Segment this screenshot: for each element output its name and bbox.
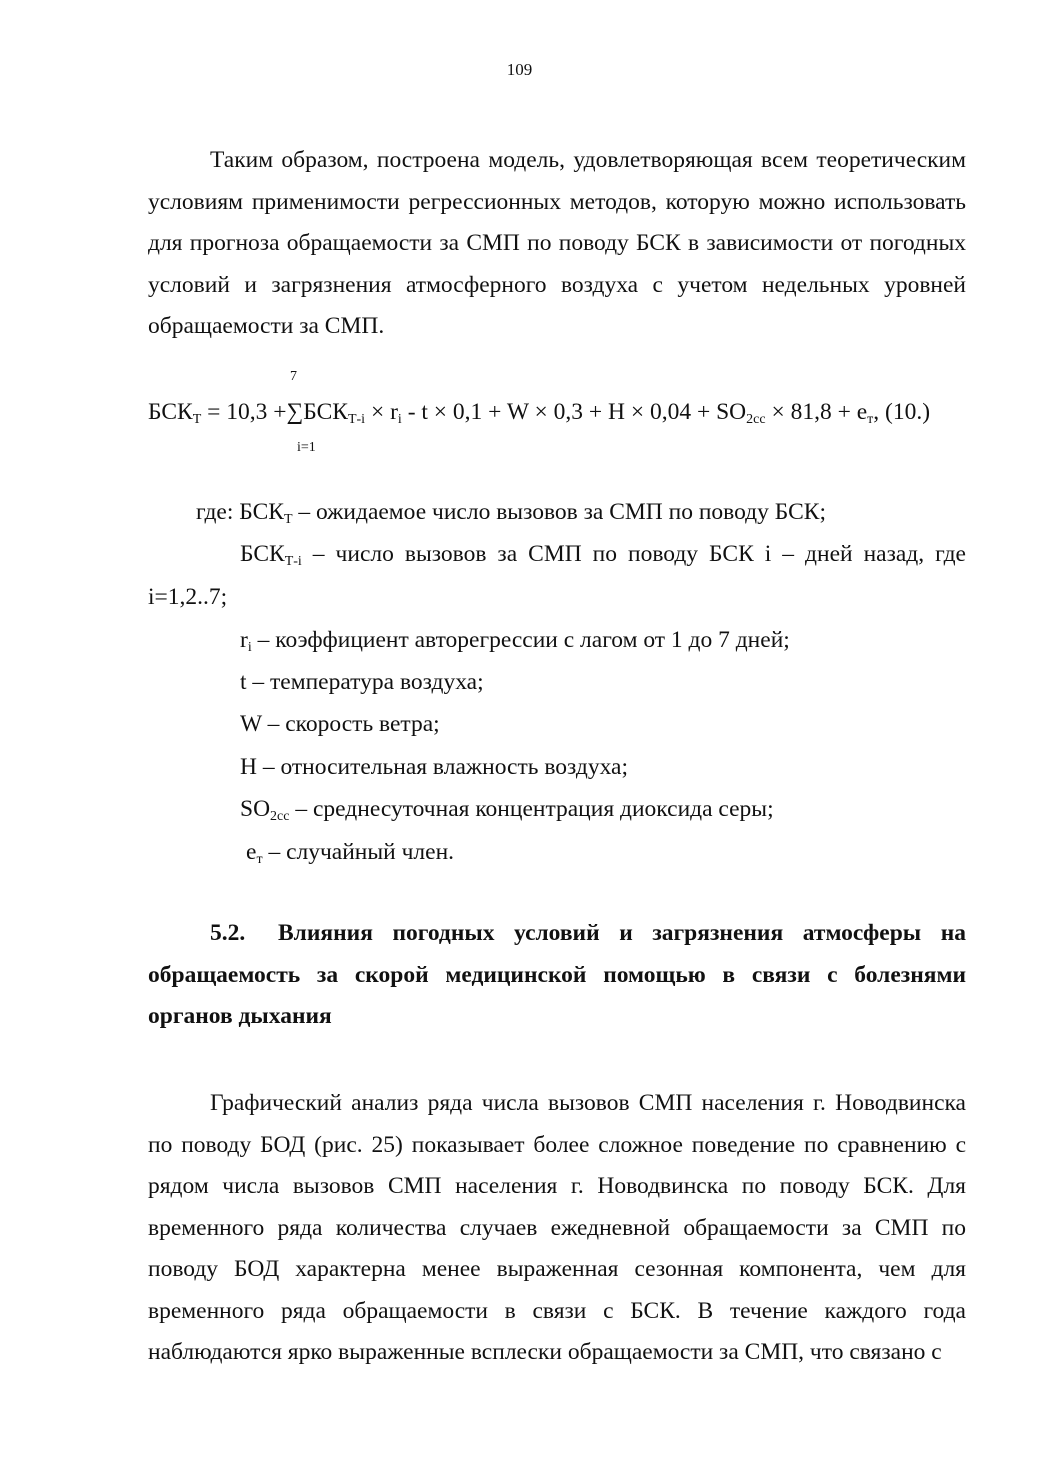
regression-formula: [148, 395, 930, 429]
r-term: r: [240, 627, 248, 653]
formula-constant: = 10,3 +: [201, 399, 287, 425]
so2-term: SO: [240, 796, 271, 822]
formula-r-sub: i: [397, 412, 402, 427]
section-title: Влияния погодных условий и загрязнения атмосферы на обращаемость за скорой медицинской помощью в связи с болезнями органов дыхания: [148, 920, 966, 1029]
formula-rest2: × 81,8 + e: [765, 399, 868, 425]
sum-upper-limit: 7: [290, 369, 297, 384]
where-prefix: где: БСК: [196, 499, 284, 525]
definition-r: [240, 623, 790, 657]
section-heading: [148, 913, 966, 1038]
formula-rest: - t × 0,1 + W × 0,3 + H × 0,04 + SO: [401, 399, 747, 425]
where-text: – ожидаемое число вызовов за СМП по поводу БСК;: [292, 499, 826, 525]
definition-so2: [240, 792, 774, 826]
formula-lag-term: БСК: [303, 399, 348, 425]
so2-text: – среднесуточная концентрация диоксида серы;: [289, 796, 774, 822]
e-sub: т: [256, 852, 263, 867]
formula-lag-sub: Т-i: [347, 412, 366, 427]
definition-e: [246, 835, 454, 869]
formula-lhs-sub: Т: [192, 412, 202, 427]
formula-e-sub: т: [867, 412, 874, 427]
lag-sub: Т-i: [284, 554, 302, 569]
body-paragraph: Графический анализ ряда числа вызовов СМП населения г. Новодвинска по поводу БОД (рис. 25) показывает более сложное поведение по сравнению с рядом числа вызовов СМП населения г. Новодвинска по поводу БСК. Для временного ряда количества случаев ежедневной обращаемости за СМП по поводу БОД характерна менее выраженная сезонная компонента, чем для временного ряда обращаемости в связи с БСК. В течение каждого года наблюдаются ярко выраженные всплески обращаемости за СМП, что связано с: [148, 1090, 966, 1365]
definition-t: t – температура воздуха;: [240, 669, 484, 695]
sum-lower-limit: i=1: [297, 440, 316, 455]
sum-sign: ∑: [286, 399, 304, 425]
formula-times-r: × r: [365, 399, 398, 425]
r-sub: i: [247, 640, 252, 655]
formula-label: , (10.): [873, 399, 931, 425]
e-term: e: [246, 839, 257, 865]
so2-sub: 2сс: [270, 809, 290, 824]
formula-so2-sub: 2сс: [746, 412, 766, 427]
definition-w: W – скорость ветра;: [240, 711, 440, 737]
section-number: 5.2.: [210, 920, 246, 946]
lag-text: – число вызовов за СМП по поводу БСК i – дней назад, где: [301, 541, 966, 567]
definition-where: [196, 495, 826, 529]
formula-lhs: БСК: [148, 399, 193, 425]
intro-paragraph: Таким образом, построена модель, удовлетворяющая всем теоретическим условиям применимости регрессионных методов, которую можно использовать для прогноза обращаемости за СМП по поводу БСК в зависимости от погодных условий и загрязнения атмосферного воздуха с учетом недельных уровней обращаемости за СМП.: [148, 147, 966, 339]
definition-h: H – относительная влажность воздуха;: [240, 754, 628, 780]
r-text: – коэффициент авторегрессии с лагом от 1 до 7 дней;: [251, 627, 790, 653]
where-sub: Т: [283, 512, 293, 527]
page-number: 109: [506, 60, 533, 79]
definition-lag-continuation: i=1,2..7;: [148, 584, 228, 610]
lag-term: БСК: [240, 541, 285, 567]
e-text: – случайный член.: [262, 839, 455, 865]
definition-lag: [240, 537, 966, 571]
